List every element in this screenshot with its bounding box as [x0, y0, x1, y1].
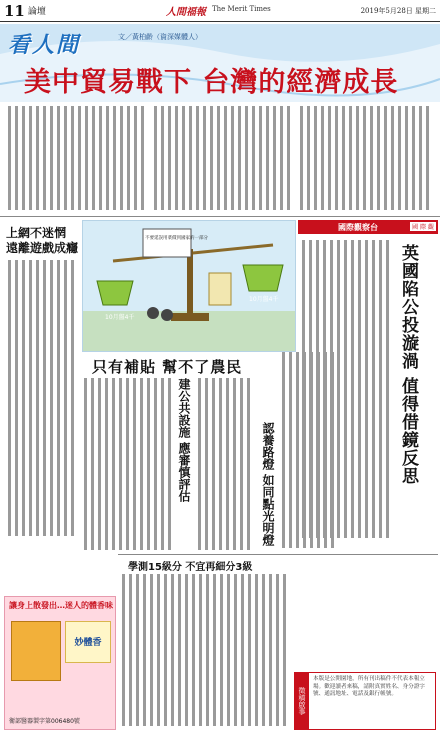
page-number: 11	[4, 1, 25, 20]
section-name: 論壇	[27, 7, 46, 17]
article-body-exam-score	[120, 574, 290, 730]
submission-notice-label: 徵稿啟事	[295, 673, 309, 729]
section-divider	[118, 554, 438, 555]
scale-illustration	[82, 220, 296, 352]
international-section-bar	[298, 220, 438, 234]
balance-scale-graphic	[83, 221, 296, 352]
lead-article-text-lines	[6, 104, 434, 214]
article-title-uk-referendum: 英國陷公投漩渦 值得借鏡反思	[398, 244, 418, 485]
product-package-image	[11, 621, 61, 681]
article-text-lines	[120, 574, 290, 730]
scale-label-left: 10月盤4千	[105, 314, 135, 321]
article-byline: 文／黃柏齡（資深媒體人）	[118, 33, 202, 41]
advertisement[interactable]	[4, 596, 116, 730]
article-text-lines	[82, 378, 172, 553]
protest-sign-text: 不要延誤用菜價到國家的一部分	[145, 236, 208, 241]
article-title-public-works: 建公共設施 應審慎評估	[177, 378, 191, 503]
ad-license-text: 衛部醫器製字第006480號	[9, 718, 80, 725]
submission-notice-text: 本版是公開園地，所有刊出稿件不代表本報立場。歡迎讀者來稿，請附真實姓名、身分證字號、通訊地址、電話及銀行帳號。	[313, 676, 425, 698]
scale-label-right: 10月盤4千	[249, 296, 279, 303]
article-text-lines	[6, 260, 76, 540]
article-title-online-games: 上網不迷惘 遠離遊戲成癮	[6, 226, 79, 255]
issue-date: 2019年5月28日 星期二	[360, 7, 436, 15]
article-text-lines	[300, 240, 394, 542]
article-title-street-light: 認養路燈 如同點光明燈	[261, 422, 275, 547]
newspaper-title-english: The Merit Times	[212, 5, 271, 13]
article-body-farm-subsidy	[82, 378, 172, 553]
newspaper-title: 人間福報	[166, 7, 206, 18]
article-body-uk-referendum	[300, 240, 394, 542]
ad-headline: 讓身上散發出…迷人的體香味	[9, 601, 113, 610]
masthead	[0, 0, 440, 22]
article-text-lines	[196, 378, 254, 553]
illustration-caption: 只有補貼 幫不了農民	[92, 358, 243, 376]
lead-article-body	[6, 104, 434, 214]
ad-product-name: 妙體香	[65, 621, 111, 663]
international-section-label: 國際觀察台	[338, 222, 378, 232]
article-title-exam-score: 學測15級分 不宜再細分3級	[128, 562, 253, 573]
lead-article-banner	[0, 24, 440, 102]
international-section-tag: 國 際 觀	[412, 224, 434, 231]
main-headline: 美中貿易戰下 台灣的經濟成長	[24, 67, 399, 98]
article-body-public-works	[196, 378, 254, 553]
column-logo: 看人間	[8, 33, 81, 58]
submission-notice	[294, 672, 436, 730]
section-divider	[0, 216, 440, 217]
article-body-online-games	[6, 260, 76, 540]
